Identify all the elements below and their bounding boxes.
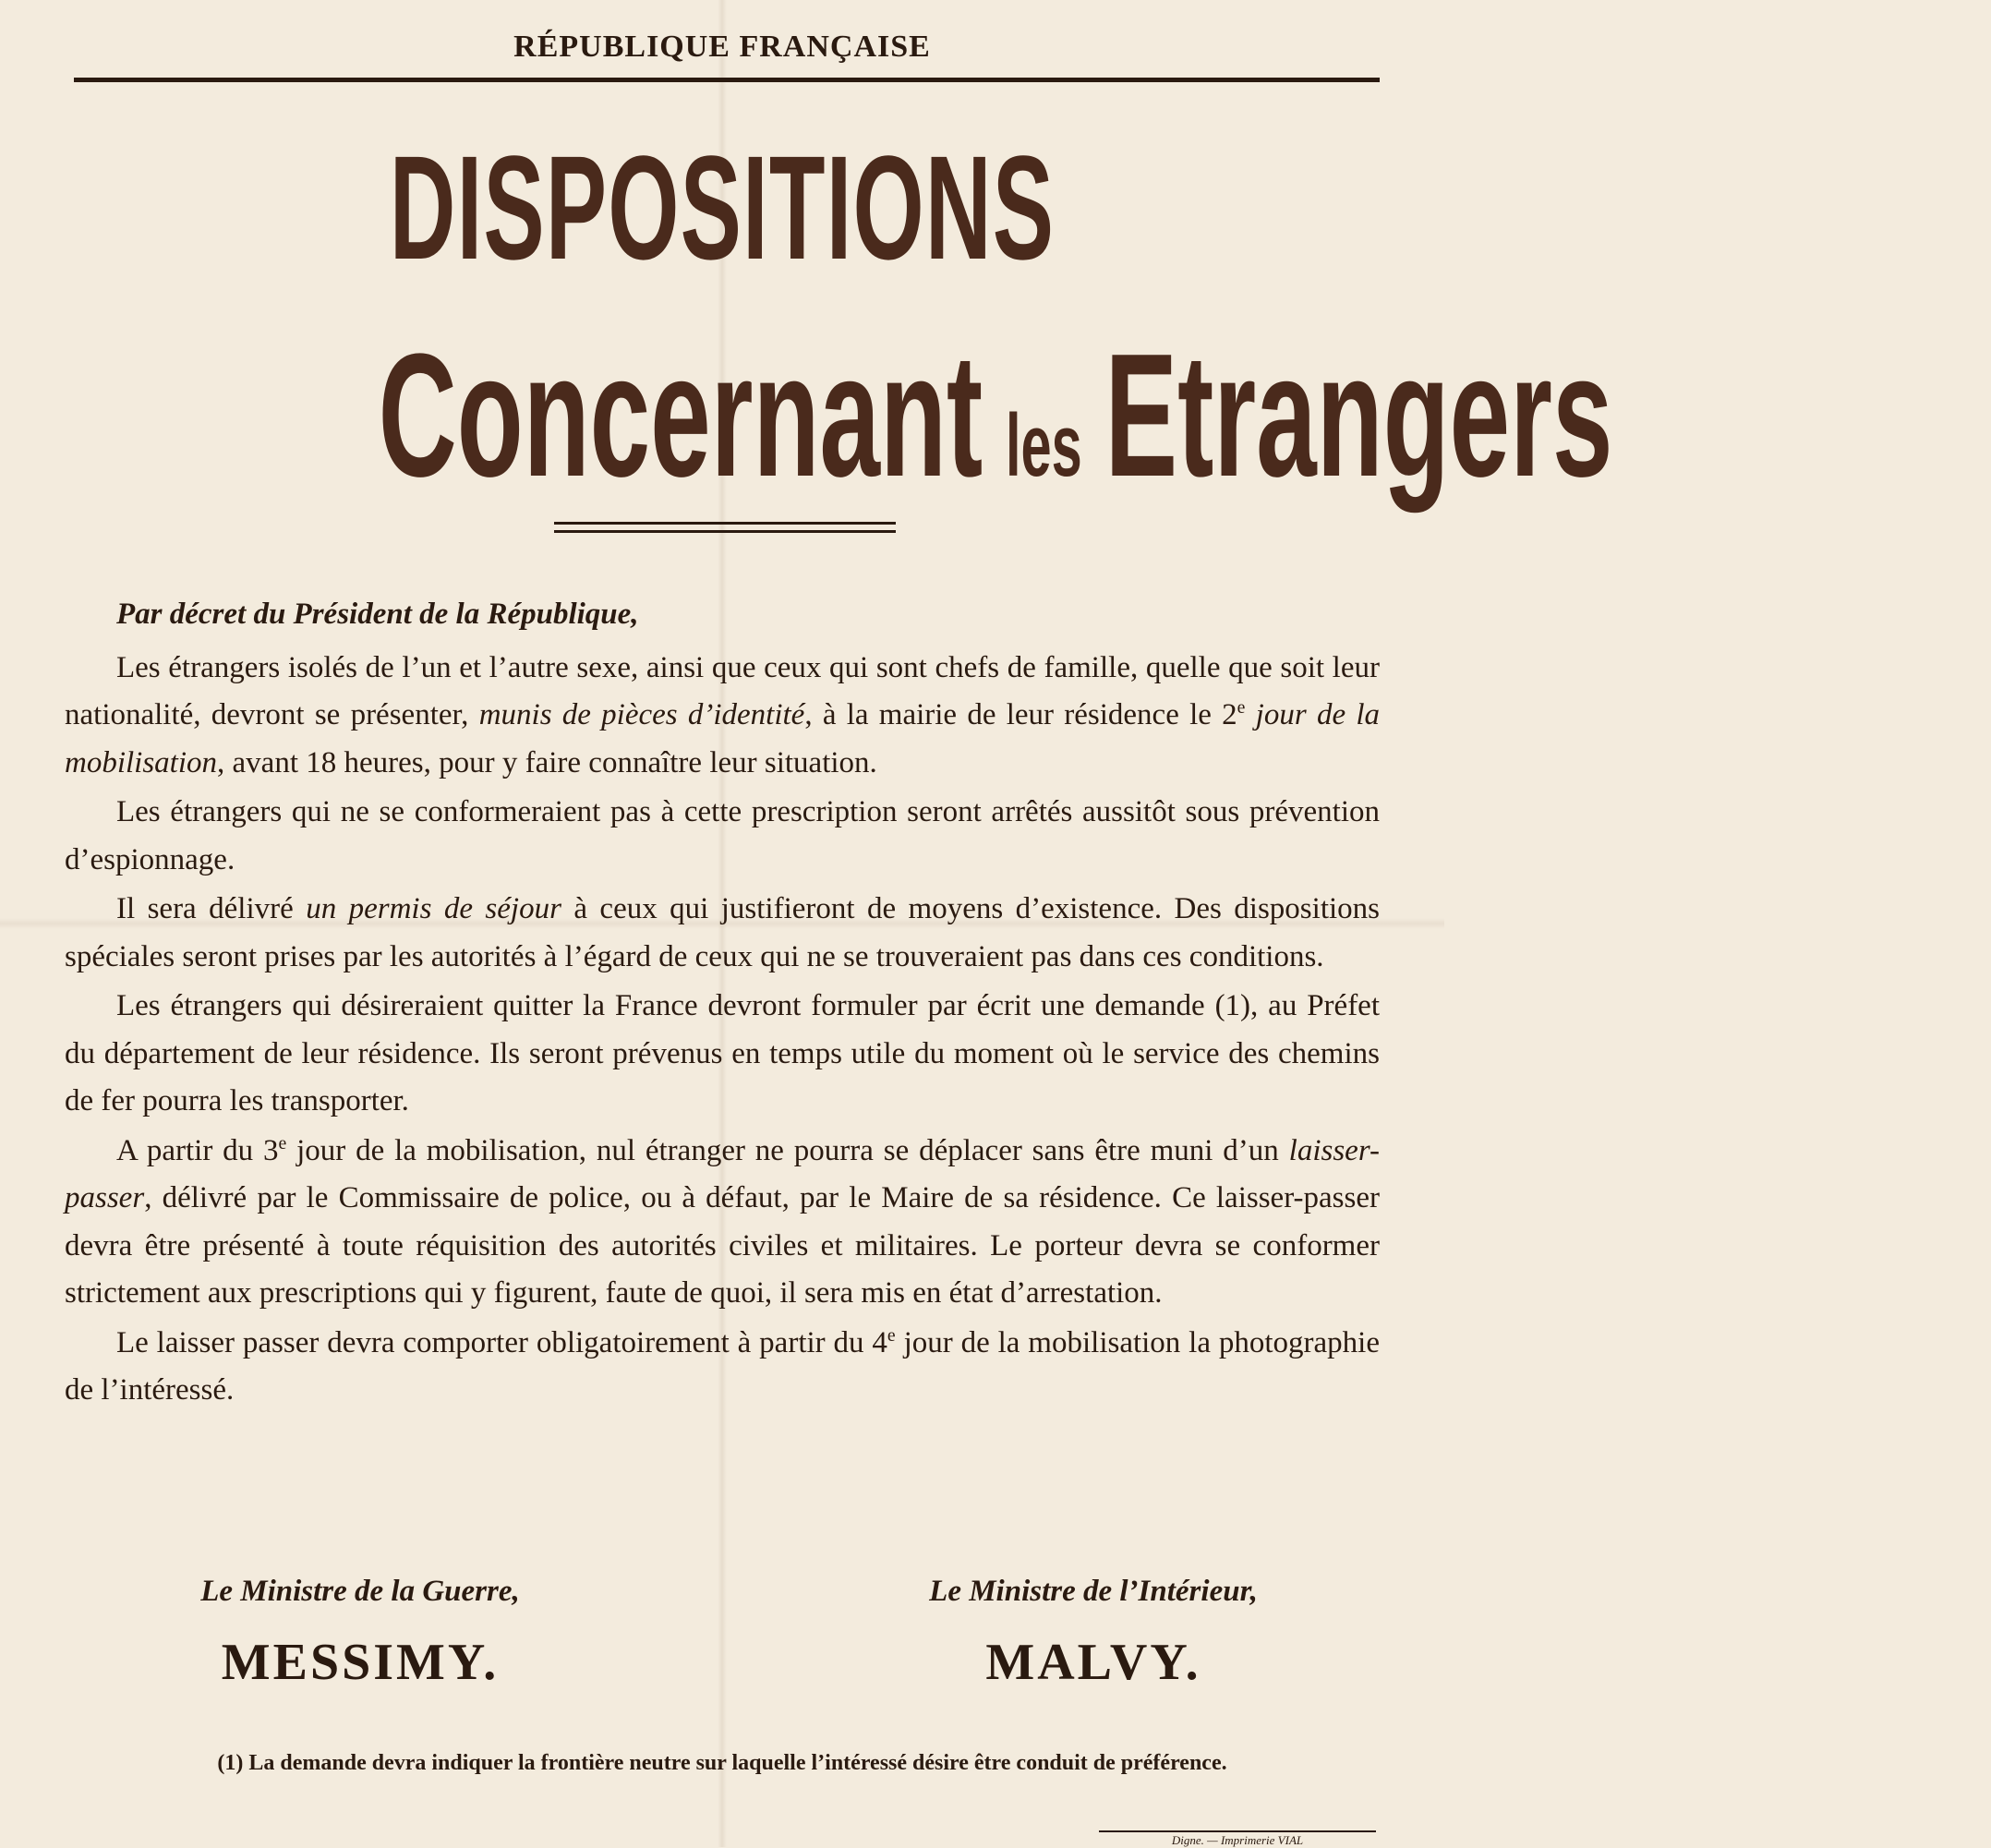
title-les: les bbox=[1005, 396, 1082, 495]
p1-superscript: e bbox=[1237, 697, 1246, 718]
p5-emphasis-laisser-passer: laisser-passer bbox=[65, 1133, 1380, 1214]
paragraph-3 bbox=[65, 886, 1380, 981]
signature-name-messimy: MESSIMY. bbox=[221, 1634, 500, 1691]
top-rule bbox=[74, 78, 1380, 82]
p1-text-a: Les étrangers isolés de l’un et l’autre sexe, ainsi que ceux qui sont chefs de famille, quelle que soit leur nationalité, devront se présenter, bbox=[65, 650, 1380, 731]
title-dispositions: DISPOSITIONS bbox=[389, 125, 1056, 290]
paragraph-4: Les étrangers qui désireraient quitter la France devront formuler par écrit une demande (1), au Préfet du département de leur résidence. Ils seront prévenus en temps utile du moment où le service des chemins de fer pourra les transporter. bbox=[65, 989, 1380, 1117]
title-concernant: Concernant bbox=[378, 318, 983, 513]
title-line2 bbox=[0, 318, 1613, 513]
paragraph-2: Les étrangers qui ne se conformeraient pas à cette prescription seront arrêtés aussitôt sous prévention d’espionnage. bbox=[65, 795, 1380, 876]
title-etrangers: Etrangers bbox=[1104, 318, 1613, 513]
title-line2-inner bbox=[378, 318, 1613, 513]
signature-name-malvy: MALVY. bbox=[985, 1634, 1201, 1691]
decree-intro: Par décret du Président de la République, bbox=[116, 598, 639, 631]
p1-emphasis-identity: munis de pièces d’identité bbox=[478, 698, 805, 731]
printer-rule bbox=[1099, 1830, 1376, 1832]
p3-emphasis-permis: un permis de séjour bbox=[306, 892, 561, 925]
signature-role-war: Le Ministre de la Guerre, bbox=[200, 1575, 520, 1608]
p6-superscript: e bbox=[887, 1324, 896, 1346]
decree-body bbox=[65, 591, 1380, 1417]
p5-text-c: , délivré par le Commissaire de police, ou à défaut, par le Maire de sa résidence. Ce laisser-passer devra être présenté à toute réquisition des autorités civiles et militaires. Le porteur devra se conformer strictement aux prescriptions qui y figurent, faute de quoi, il sera mis en état d’arrestation. bbox=[65, 1181, 1380, 1310]
republic-heading: RÉPUBLIQUE FRANÇAISE bbox=[513, 30, 931, 64]
footnote: (1) La demande devra indiquer la frontière neutre sur laquelle l’intéressé désire être conduit de préférence. bbox=[217, 1751, 1227, 1775]
p6-text-b: jour de la mobilisation la photographie de l’intéressé. bbox=[65, 1325, 1380, 1407]
p6-text-a: Le laisser passer devra comporter obligatoirement à partir du 4 bbox=[116, 1325, 887, 1359]
p5-superscript: e bbox=[278, 1132, 287, 1153]
signature-interior-minister bbox=[816, 1575, 1370, 1692]
p1-emphasis-mobilisation: jour de la mobilisation bbox=[65, 698, 1381, 779]
p3-text-a: Il sera délivré bbox=[116, 892, 307, 925]
p5-text-b: jour de la mobilisation, nul étranger ne pourra se déplacer sans être muni d’un bbox=[286, 1133, 1289, 1167]
p1-text-c: , avant 18 heures, pour y faire connaître leur situation. bbox=[217, 745, 877, 779]
double-rule-divider bbox=[554, 522, 896, 533]
p3-text-b: à ceux qui justifieront de moyens d’existence. Des dispositions spéciales seront prises par les autorités à l’égard de ceux qui ne se trouveraient pas dans ces conditions. bbox=[65, 892, 1380, 973]
printer-credit: Digne. — Imprimerie VIAL bbox=[1171, 1833, 1304, 1847]
p1-text-b: , à la mairie de leur résidence le 2 bbox=[804, 698, 1237, 731]
paragraph-1 bbox=[65, 645, 1380, 788]
p5-text-a: A partir du 3 bbox=[116, 1133, 279, 1167]
paragraph-5 bbox=[65, 1128, 1380, 1318]
signature-role-interior: Le Ministre de l’Intérieur, bbox=[929, 1575, 1258, 1608]
signature-war-minister bbox=[83, 1575, 637, 1692]
paragraph-6 bbox=[65, 1320, 1380, 1415]
